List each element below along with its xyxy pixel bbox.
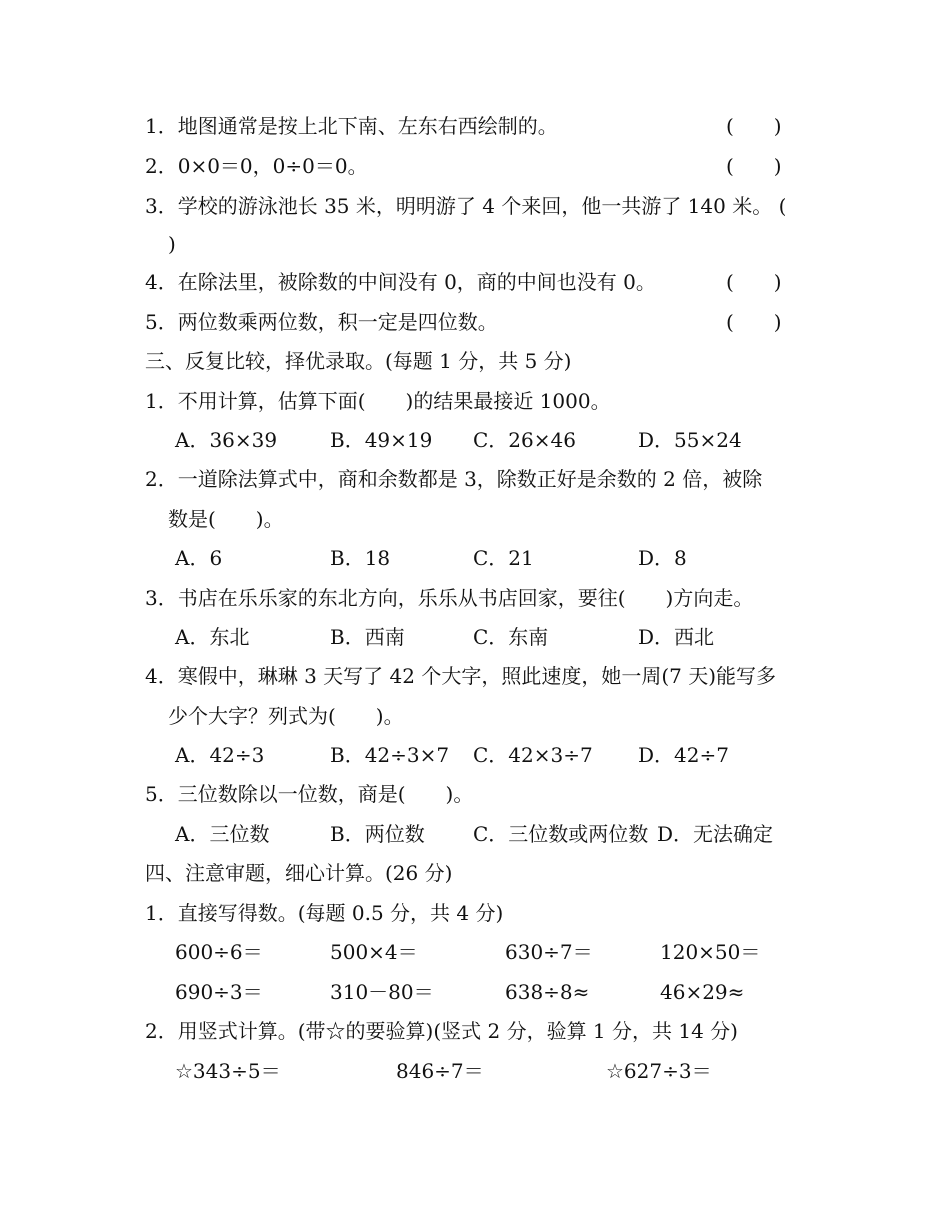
s3-q5-option-d[interactable]: D．无法确定 bbox=[657, 822, 774, 846]
judge-answer-blank-4[interactable]: ( ) bbox=[726, 270, 782, 294]
s3-question-5: 5．三位数除以一位数，商是( )。 bbox=[145, 782, 474, 806]
judge-answer-blank-2[interactable]: ( ) bbox=[726, 154, 782, 178]
s3-q4-option-b[interactable]: B．42÷3×7 bbox=[330, 743, 450, 767]
judge-item-1: 1．地图通常是按上北下南、左东右西绘制的。 bbox=[145, 114, 558, 138]
calc-item: 600÷6＝ bbox=[175, 940, 263, 964]
calc-item: 690÷3＝ bbox=[175, 980, 263, 1004]
s3-q1-option-d[interactable]: D．55×24 bbox=[638, 428, 742, 452]
judge-answer-blank-5[interactable]: ( ) bbox=[726, 310, 782, 334]
s3-q3-option-b[interactable]: B．西南 bbox=[330, 625, 405, 649]
section4-title: 四、注意审题，细心计算。(26 分) bbox=[145, 861, 453, 885]
vertical-calc-item: ☆343÷5＝ bbox=[175, 1059, 281, 1083]
s3-question-2: 2．一道除法算式中，商和余数都是 3，除数正好是余数的 2 倍，被除 bbox=[145, 467, 763, 491]
calc-item: 500×4＝ bbox=[330, 940, 418, 964]
calc-item: 46×29≈ bbox=[660, 980, 745, 1004]
calc-item: 638÷8≈ bbox=[505, 980, 590, 1004]
s3-question-3: 3．书店在乐乐家的东北方向，乐乐从书店回家，要往( )方向走。 bbox=[145, 586, 754, 610]
judge-answer-blank-1[interactable]: ( ) bbox=[726, 114, 782, 138]
s3-q2-option-a[interactable]: A．6 bbox=[175, 546, 223, 570]
s3-question-4-cont: 少个大字？列式为( )。 bbox=[168, 704, 404, 728]
s3-q5-option-b[interactable]: B．两位数 bbox=[330, 822, 425, 846]
vertical-calc-item: 846÷7＝ bbox=[396, 1059, 484, 1083]
s3-question-1: 1．不用计算，估算下面( )的结果最接近 1000。 bbox=[145, 389, 611, 413]
s3-q4-option-c[interactable]: C．42×3÷7 bbox=[473, 743, 593, 767]
s3-q2-option-d[interactable]: D．8 bbox=[638, 546, 687, 570]
s3-q1-option-a[interactable]: A．36×39 bbox=[175, 428, 278, 452]
judge-item-2: 2．0×0＝0，0÷0＝0。 bbox=[145, 154, 368, 178]
s3-q5-option-c[interactable]: C．三位数或两位数 bbox=[473, 822, 649, 846]
judge-item-4: 4．在除法里，被除数的中间没有 0，商的中间也没有 0。 bbox=[145, 270, 656, 294]
calc-item: 120×50＝ bbox=[660, 940, 761, 964]
judge-item-3-cont[interactable]: ) bbox=[168, 232, 176, 256]
s4-question-2: 2．用竖式计算。(带☆的要验算)(竖式 2 分，验算 1 分，共 14 分) bbox=[145, 1019, 738, 1043]
calc-item: 310－80＝ bbox=[330, 980, 434, 1004]
s3-q4-option-d[interactable]: D．42÷7 bbox=[638, 743, 729, 767]
calc-item: 630÷7＝ bbox=[505, 940, 593, 964]
s3-q3-option-d[interactable]: D．西北 bbox=[638, 625, 715, 649]
s3-question-2-cont: 数是( )。 bbox=[168, 507, 284, 531]
s3-q1-option-c[interactable]: C．26×46 bbox=[473, 428, 576, 452]
s3-q5-option-a[interactable]: A．三位数 bbox=[175, 822, 270, 846]
section3-title: 三、反复比较，择优录取。(每题 1 分，共 5 分) bbox=[145, 349, 572, 373]
s3-question-4: 4．寒假中，琳琳 3 天写了 42 个大字，照此速度，她一周(7 天)能写多 bbox=[145, 664, 777, 688]
judge-item-5: 5．两位数乘两位数，积一定是四位数。 bbox=[145, 310, 498, 334]
s4-question-1: 1．直接写得数。(每题 0.5 分，共 4 分) bbox=[145, 901, 504, 925]
s3-q1-option-b[interactable]: B．49×19 bbox=[330, 428, 433, 452]
s3-q2-option-c[interactable]: C．21 bbox=[473, 546, 534, 570]
judge-item-3: 3．学校的游泳池长 35 米，明明游了 4 个来回，他一共游了 140 米。 ( bbox=[145, 194, 787, 218]
vertical-calc-item: ☆627÷3＝ bbox=[606, 1059, 712, 1083]
s3-q4-option-a[interactable]: A．42÷3 bbox=[175, 743, 265, 767]
s3-q3-option-c[interactable]: C．东南 bbox=[473, 625, 549, 649]
s3-q2-option-b[interactable]: B．18 bbox=[330, 546, 391, 570]
s3-q3-option-a[interactable]: A．东北 bbox=[175, 625, 250, 649]
